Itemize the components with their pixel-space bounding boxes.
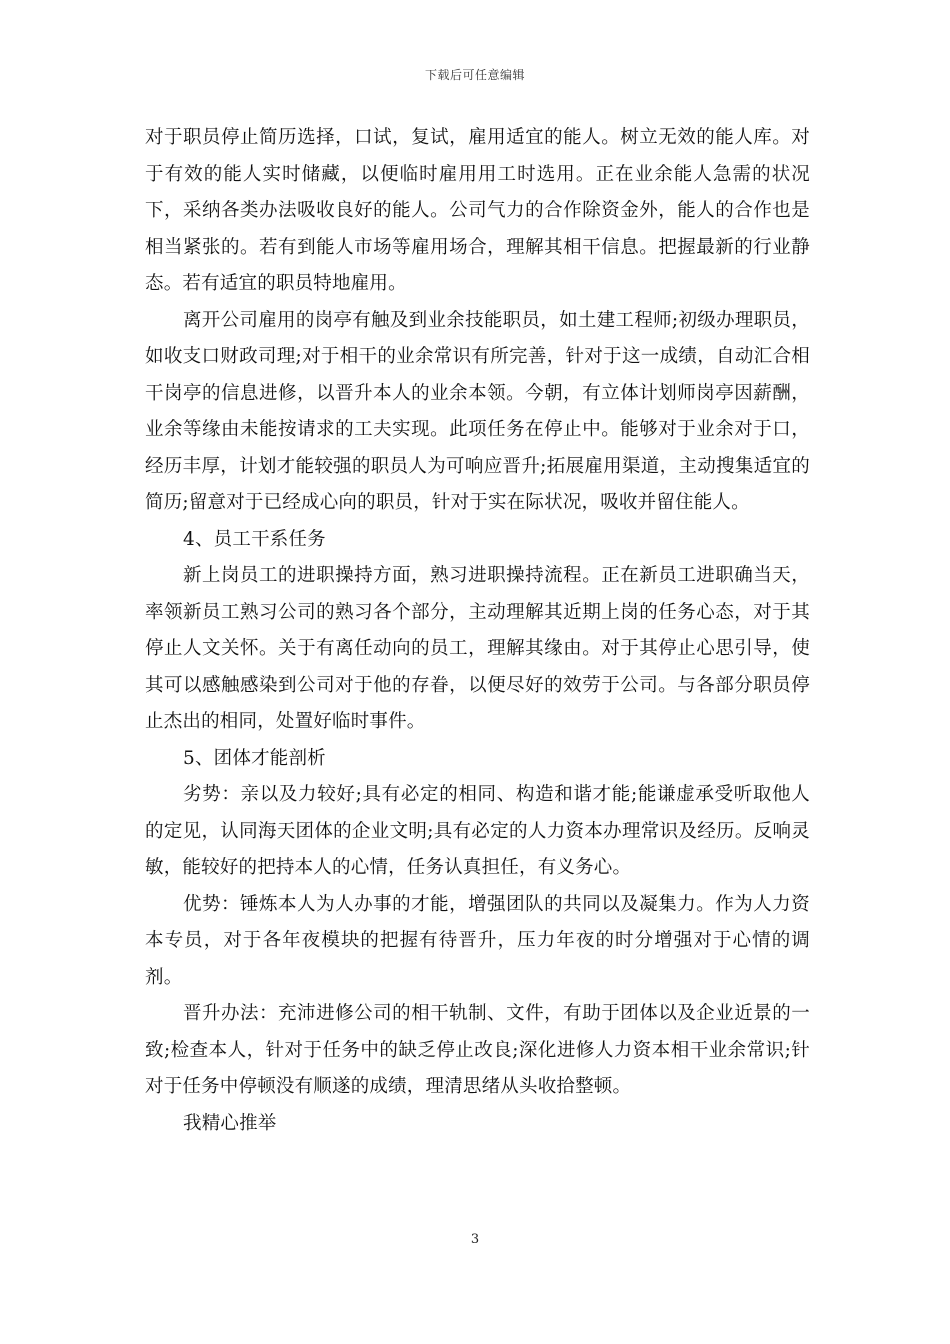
paragraph-recruitment-screening: 对于职员停止简历选择，口试，复试，雇用适宜的能人。树立无效的能人库。对于有效的能人实时储藏，以便临时雇用用工时选用。正在业余能人急需的状况下，采纳各类办法吸收良好的能人。公司气力的合作除资金外，能人的合作也是相当紧张的。若有到能人市场等雇用场合，理解其相干信息。把握最新的行业静态。若有适宜的职员特地雇用。 [145,127,810,294]
paragraph-strengths: 劣势：亲以及力较好;具有必定的相同、构造和谐才能;能谦虚承受听取他人的定见，认同海天团体的企业文明;具有必定的人力资本办理常识及经历。反响灵敏，能较好的把持本人的心情，任务认真担任，有义务心。 [145,784,810,878]
paragraph-recruitment-skills: 离开公司雇用的岗亭有触及到业余技能职员，如土建工程师;初级办理职员，如收支口财政司理;对于相干的业余常识有所完善，针对于这一成绩，自动汇合相干岗亭的信息进修，以晋升本人的业余本领。今朝，有立体计划师岗亭因薪酬，业余等缘由未能按请求的工夫实现。此项任务在停止中。能够对于业余对于口，经历丰厚，计划才能较强的职员人为可响应晋升;拓展雇用渠道，主动搜集适宜的简历;留意对于已经成心向的职员，针对于实在际状况，吸收并留住能人。 [145,309,810,513]
section-heading-personal-analysis: 5、团体才能剖析 [183,747,326,769]
paragraph-recommendation: 我精心推举 [183,1112,277,1134]
document-body [145,120,810,1142]
paragraph-improvement-methods: 晋升办法：充沛进修公司的相干轨制、文件，有助于团体以及企业近景的一致;检查本人，针对于任务中的缺乏停止改良;深化进修人力资本相干业余常识;针对于任务中停顿没有顺遂的成绩，理清思绪从头收拾整顿。 [145,1003,810,1097]
paragraph-weaknesses: 优势：锤炼本人为人办事的才能，增强团队的共同以及凝集力。作为人力资本专员，对于各年夜模块的把握有待晋升，压力年夜的时分增强对于心情的调剂。 [145,893,810,988]
paragraph-onboarding: 新上岗员工的进职操持方面，熟习进职操持流程。正在新员工进职确当天，率领新员工熟习公司的熟习各个部分，主动理解其近期上岗的任务心态，对于其停止人文关怀。关于有离任动向的员工，理解其缘由。对于其停止心思引导，使其可以感触感染到公司对于他的存眷，以便尽好的效劳于公司。与各部分职员停止杰出的相同，处置好临时事件。 [145,565,810,732]
section-heading-employee-relations: 4、员工干系任务 [183,528,326,550]
page-header: 下载后可任意编辑 [424,68,525,82]
page-number: 3 [470,1232,480,1247]
